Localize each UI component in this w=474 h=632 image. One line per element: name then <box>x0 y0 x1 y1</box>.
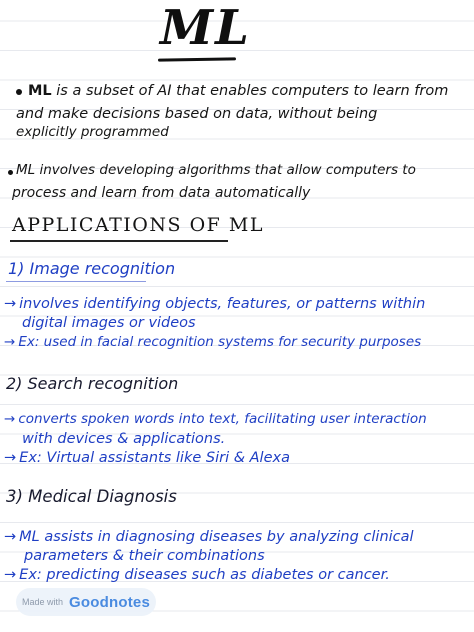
bullet-dot <box>8 170 13 175</box>
bullet-dot <box>16 89 22 95</box>
application-3-desc-text: ML assists in diagnosing diseases by analyzing clinical <box>19 529 414 545</box>
section-title: APPLICATIONS OF ML <box>12 214 264 236</box>
intro-bullet1-line3: explicitly programmed <box>16 124 169 140</box>
application-heading-3: 3) Medical Diagnosis <box>6 487 177 506</box>
application-2-desc-line1 <box>4 413 427 427</box>
intro-bullet1-line2: and make decisions based on data, without being <box>16 106 378 122</box>
arrow-icon: → <box>4 411 16 427</box>
watermark-made-with: Made with <box>22 597 64 607</box>
application-2-desc-text: converts spoken words into text, facilitating user interaction <box>18 411 427 427</box>
heading-underline <box>6 281 146 282</box>
application-2-example <box>4 451 290 466</box>
intro-bullet1-keyword: ML <box>28 83 52 99</box>
arrow-icon: → <box>4 450 17 466</box>
watermark-brand: Goodnotes <box>69 593 150 611</box>
goodnotes-watermark <box>16 588 156 616</box>
intro-bullet2-line1: ML involves developing algorithms that allow computers to <box>16 162 416 178</box>
application-3-desc-line1 <box>4 530 414 545</box>
intro-bullet1-line1 <box>28 84 448 99</box>
arrow-icon: → <box>4 334 16 350</box>
page-title: ML <box>160 0 251 56</box>
application-1-desc-line1 <box>4 297 425 312</box>
arrow-icon: → <box>4 296 17 312</box>
arrow-icon: → <box>4 567 17 583</box>
application-heading-1: 1) Image recognition <box>8 259 176 278</box>
application-2-example-text: Ex: Virtual assistants like Siri & Alexa <box>19 450 290 466</box>
arrow-icon: → <box>4 529 17 545</box>
application-3-example-text: Ex: predicting diseases such as diabetes or cancer. <box>19 567 390 583</box>
intro-bullet2-line2: process and learn from data automatically <box>12 185 311 201</box>
application-1-example <box>4 336 421 350</box>
intro-bullet1-text: is a subset of AI that enables computers to learn from <box>51 83 449 99</box>
application-1-desc-line2: digital images or videos <box>22 315 196 331</box>
application-1-example-text: Ex: used in facial recognition systems for security purposes <box>18 334 422 350</box>
title-underline <box>158 57 236 61</box>
application-heading-2: 2) Search recognition <box>6 374 179 393</box>
application-1-desc-text: involves identifying objects, features, or patterns within <box>19 296 426 312</box>
application-2-desc-line2: with devices & applications. <box>22 431 226 447</box>
section-underline <box>10 240 228 242</box>
application-3-desc-line2: parameters & their combinations <box>24 548 265 564</box>
application-3-example <box>4 568 390 583</box>
